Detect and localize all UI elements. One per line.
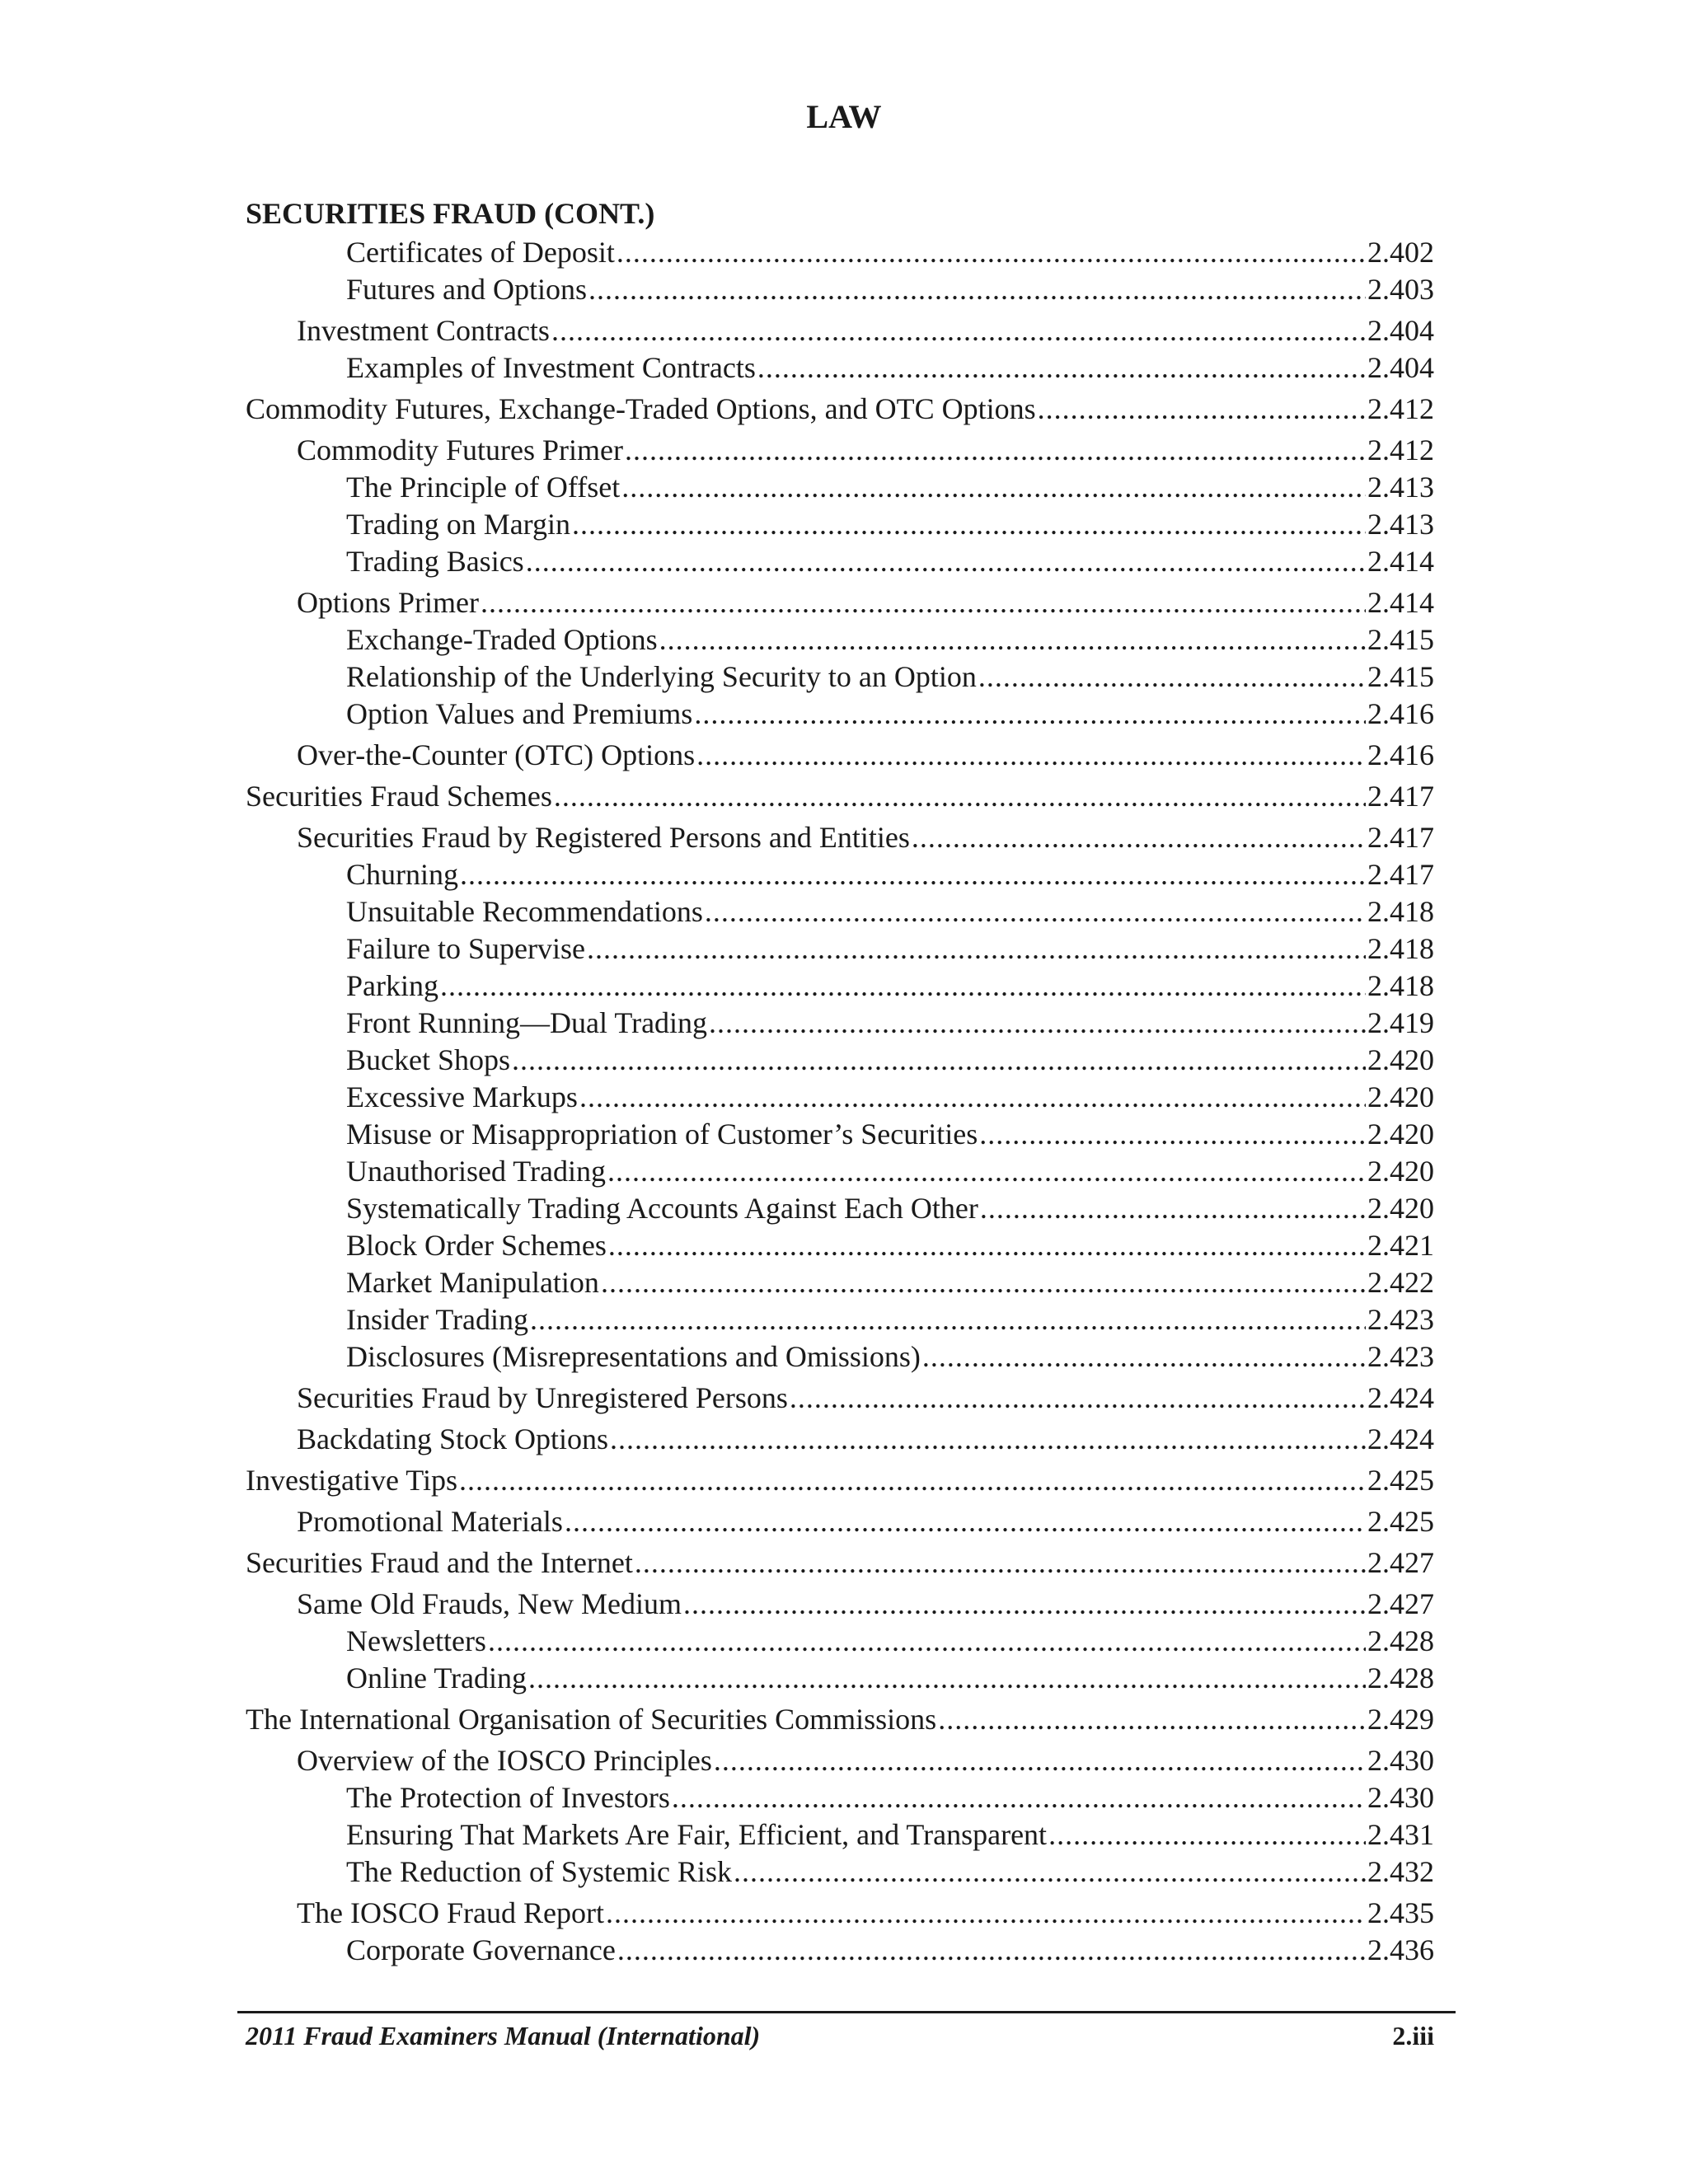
- footer-page-number: 2.iii: [1392, 2021, 1434, 2050]
- toc-entry: [246, 856, 1434, 893]
- toc-entry-page: 2.431: [1367, 1818, 1434, 1851]
- toc-entry-title: Disclosures (Misrepresentations and Omissions): [346, 1340, 921, 1373]
- toc-entry-title: The Principle of Offset: [346, 471, 621, 504]
- toc-entry-title: Overview of the IOSCO Principles: [297, 1744, 712, 1777]
- toc-entry-page: 2.425: [1367, 1464, 1434, 1497]
- toc-entry-title: Ensuring That Markets Are Fair, Efficient, and Transparent: [346, 1818, 1048, 1851]
- dot-leader: [601, 1264, 1366, 1301]
- toc-entry-title: Churning: [346, 858, 459, 891]
- toc-entry: [246, 1153, 1434, 1190]
- toc-entry-title: The Protection of Investors: [346, 1781, 670, 1814]
- toc-entry-page: 2.419: [1367, 1006, 1434, 1039]
- dot-leader: [1038, 391, 1366, 428]
- toc-entry-page: 2.404: [1367, 314, 1434, 347]
- toc-entry: [246, 1421, 1434, 1458]
- toc-entry-title: Corporate Governance: [346, 1933, 616, 1966]
- toc-entry-page: 2.417: [1367, 858, 1434, 891]
- toc-entry: [246, 737, 1434, 774]
- toc-entry: [246, 1742, 1434, 1779]
- dot-leader: [512, 1042, 1366, 1079]
- dot-leader: [572, 506, 1366, 543]
- toc-entry-page: 2.435: [1367, 1896, 1434, 1929]
- toc-entry-page: 2.414: [1367, 586, 1434, 619]
- dot-leader: [790, 1380, 1366, 1417]
- dot-leader: [635, 1544, 1366, 1582]
- toc-entry-title: Newsletters: [346, 1624, 486, 1657]
- dot-leader: [460, 856, 1366, 893]
- toc-entry: [246, 1462, 1434, 1499]
- toc-entry-page: 2.413: [1367, 471, 1434, 504]
- dot-leader: [481, 584, 1366, 621]
- toc-entry: [246, 543, 1434, 580]
- toc-entry-title: Backdating Stock Options: [297, 1422, 608, 1455]
- toc-entry-page: 2.432: [1367, 1855, 1434, 1888]
- toc-entry: [246, 1301, 1434, 1338]
- toc-entry-page: 2.415: [1367, 660, 1434, 693]
- toc-entry-title: Front Running—Dual Trading: [346, 1006, 708, 1039]
- dot-leader: [554, 778, 1366, 815]
- toc-entry-page: 2.421: [1367, 1229, 1434, 1262]
- dot-leader: [530, 1301, 1366, 1338]
- toc-entry-title: Securities Fraud and the Internet: [246, 1546, 633, 1579]
- toc-entry: [246, 1660, 1434, 1697]
- toc-entry-page: 2.417: [1367, 780, 1434, 813]
- toc-entry-page: 2.420: [1367, 1155, 1434, 1188]
- dot-leader: [659, 621, 1366, 658]
- dot-leader: [579, 1079, 1366, 1116]
- toc-entry: [246, 1544, 1434, 1582]
- toc-entry-title: Online Trading: [346, 1661, 528, 1694]
- toc-entry: [246, 584, 1434, 621]
- toc-entry-title: Exchange-Traded Options: [346, 623, 658, 656]
- toc-entry-page: 2.420: [1367, 1118, 1434, 1151]
- toc-entry: [246, 1932, 1434, 1969]
- toc-entry-page: 2.402: [1367, 236, 1434, 269]
- footer-manual-title: 2011 Fraud Examiners Manual (International): [246, 2021, 761, 2050]
- toc-entry-page: 2.428: [1367, 1661, 1434, 1694]
- toc-entry-page: 2.428: [1367, 1624, 1434, 1657]
- toc-entry-page: 2.429: [1367, 1703, 1434, 1736]
- toc-entry: [246, 696, 1434, 733]
- toc-entry-page: 2.430: [1367, 1744, 1434, 1777]
- toc-entry-page: 2.414: [1367, 545, 1434, 578]
- toc-entry-page: 2.420: [1367, 1080, 1434, 1113]
- dot-leader: [978, 658, 1366, 696]
- toc-entry-title: Bucket Shops: [346, 1043, 511, 1076]
- dot-leader: [912, 819, 1366, 856]
- toc-entry: [246, 271, 1434, 308]
- toc-entry-page: 2.403: [1367, 273, 1434, 306]
- toc-entry-title: The Reduction of Systemic Risk: [346, 1855, 732, 1888]
- toc-entry: [246, 893, 1434, 930]
- toc-entry: [246, 1005, 1434, 1042]
- toc-entry: [246, 1338, 1434, 1376]
- toc-entry-page: 2.416: [1367, 738, 1434, 771]
- dot-leader: [705, 893, 1366, 930]
- toc-entry: [246, 1586, 1434, 1623]
- toc-entry-title: Securities Fraud Schemes: [246, 780, 552, 813]
- dot-leader: [1048, 1816, 1366, 1854]
- toc-entry-page: 2.427: [1367, 1546, 1434, 1579]
- dot-leader: [980, 1190, 1366, 1227]
- toc-entry: [246, 930, 1434, 968]
- toc-entry: [246, 432, 1434, 469]
- toc-entry-title: Over-the-Counter (OTC) Options: [297, 738, 696, 771]
- toc-entry-page: 2.416: [1367, 697, 1434, 730]
- toc-entry-page: 2.415: [1367, 623, 1434, 656]
- dot-leader: [528, 1660, 1366, 1697]
- toc-entry-title: Option Values and Premiums: [346, 697, 693, 730]
- toc-entry: [246, 1264, 1434, 1301]
- toc-entry-page: 2.420: [1367, 1192, 1434, 1225]
- toc-entry-page: 2.418: [1367, 895, 1434, 928]
- dot-leader: [621, 469, 1366, 506]
- toc-entry: [246, 968, 1434, 1005]
- toc-entry-title: Futures and Options: [346, 273, 587, 306]
- toc-entry-title: Unsuitable Recommendations: [346, 895, 703, 928]
- toc-entry-title: The International Organisation of Securities Commissions: [246, 1703, 937, 1736]
- dot-leader: [979, 1116, 1366, 1153]
- dot-leader: [683, 1586, 1366, 1623]
- toc-entry: [246, 1701, 1434, 1738]
- toc-entry-title: Same Old Frauds, New Medium: [297, 1587, 682, 1620]
- toc-entry-title: Securities Fraud by Unregistered Persons: [297, 1381, 788, 1414]
- toc-entry-page: 2.423: [1367, 1340, 1434, 1373]
- dot-leader: [757, 349, 1366, 387]
- toc-entry-title: Failure to Supervise: [346, 932, 585, 965]
- toc-entry-title: Systematically Trading Accounts Against Each Other: [346, 1192, 978, 1225]
- dot-leader: [607, 1153, 1366, 1190]
- dot-leader: [587, 930, 1366, 968]
- toc-entry: [246, 1816, 1434, 1854]
- toc-entry: [246, 1854, 1434, 1891]
- toc-entry-page: 2.420: [1367, 1043, 1434, 1076]
- toc-entry-title: Commodity Futures, Exchange-Traded Options, and OTC Options: [246, 392, 1036, 425]
- dot-leader: [696, 737, 1366, 774]
- toc-entry-title: Investment Contracts: [297, 314, 550, 347]
- toc-entry: [246, 391, 1434, 428]
- toc-entry: [246, 1190, 1434, 1227]
- toc-entry-title: Trading Basics: [346, 545, 524, 578]
- dot-leader: [459, 1462, 1366, 1499]
- table-of-contents: [246, 234, 1434, 1969]
- toc-entry-page: 2.404: [1367, 351, 1434, 384]
- toc-entry-page: 2.424: [1367, 1381, 1434, 1414]
- dot-leader: [922, 1338, 1366, 1376]
- toc-entry-title: Relationship of the Underlying Security to an Option: [346, 660, 977, 693]
- toc-entry-title: Options Primer: [297, 586, 479, 619]
- toc-entry-page: 2.412: [1367, 434, 1434, 466]
- toc-entry-title: Commodity Futures Primer: [297, 434, 623, 466]
- toc-entry-title: Insider Trading: [346, 1303, 529, 1336]
- dot-leader: [551, 312, 1366, 349]
- toc-entry: [246, 312, 1434, 349]
- toc-entry-page: 2.418: [1367, 969, 1434, 1002]
- dot-leader: [938, 1701, 1366, 1738]
- toc-entry-title: Trading on Margin: [346, 508, 571, 541]
- dot-leader: [714, 1742, 1366, 1779]
- toc-entry-title: Investigative Tips: [246, 1464, 458, 1497]
- toc-entry-title: The IOSCO Fraud Report: [297, 1896, 604, 1929]
- toc-entry-title: Unauthorised Trading: [346, 1155, 606, 1188]
- toc-entry-page: 2.425: [1367, 1505, 1434, 1538]
- toc-entry-title: Misuse or Misappropriation of Customer’s Securities: [346, 1118, 978, 1151]
- toc-entry-page: 2.430: [1367, 1781, 1434, 1814]
- toc-entry: [246, 1116, 1434, 1153]
- toc-entry: [246, 506, 1434, 543]
- dot-leader: [606, 1895, 1366, 1932]
- dot-leader: [734, 1854, 1366, 1891]
- toc-entry-page: 2.436: [1367, 1933, 1434, 1966]
- toc-entry: [246, 1623, 1434, 1660]
- dot-leader: [617, 234, 1366, 271]
- toc-entry-title: Examples of Investment Contracts: [346, 351, 756, 384]
- toc-entry: [246, 658, 1434, 696]
- toc-entry-page: 2.418: [1367, 932, 1434, 965]
- toc-entry: [246, 778, 1434, 815]
- toc-entry-page: 2.424: [1367, 1422, 1434, 1455]
- dot-leader: [617, 1932, 1366, 1969]
- dot-leader: [610, 1421, 1366, 1458]
- toc-entry: [246, 234, 1434, 271]
- footer-divider: [237, 2011, 1456, 2013]
- toc-entry: [246, 819, 1434, 856]
- toc-entry: [246, 1779, 1434, 1816]
- toc-entry-page: 2.423: [1367, 1303, 1434, 1336]
- toc-entry-title: Excessive Markups: [346, 1080, 578, 1113]
- toc-entry: [246, 1380, 1434, 1417]
- dot-leader: [565, 1503, 1366, 1540]
- toc-entry-title: Market Manipulation: [346, 1266, 599, 1299]
- toc-entry-title: Parking: [346, 969, 438, 1002]
- toc-entry: [246, 1503, 1434, 1540]
- toc-entry-title: Certificates of Deposit: [346, 236, 615, 269]
- dot-leader: [440, 968, 1366, 1005]
- toc-entry: [246, 349, 1434, 387]
- toc-entry-title: Securities Fraud by Registered Persons and Entities: [297, 821, 910, 854]
- toc-entry: [246, 621, 1434, 658]
- toc-entry-page: 2.417: [1367, 821, 1434, 854]
- dot-leader: [488, 1623, 1366, 1660]
- dot-leader: [625, 432, 1366, 469]
- section-heading: SECURITIES FRAUD (CONT.): [246, 197, 655, 230]
- toc-entry-title: Promotional Materials: [297, 1505, 563, 1538]
- toc-entry: [246, 1895, 1434, 1932]
- toc-entry-page: 2.413: [1367, 508, 1434, 541]
- toc-entry: [246, 1227, 1434, 1264]
- dot-leader: [588, 271, 1366, 308]
- dot-leader: [526, 543, 1366, 580]
- dot-leader: [608, 1227, 1366, 1264]
- dot-leader: [672, 1779, 1366, 1816]
- dot-leader: [694, 696, 1366, 733]
- dot-leader: [709, 1005, 1366, 1042]
- toc-entry-title: Block Order Schemes: [346, 1229, 607, 1262]
- toc-entry-page: 2.427: [1367, 1587, 1434, 1620]
- toc-entry-page: 2.412: [1367, 392, 1434, 425]
- toc-entry-page: 2.422: [1367, 1266, 1434, 1299]
- page-title: LAW: [806, 98, 882, 135]
- toc-entry: [246, 1079, 1434, 1116]
- toc-entry: [246, 1042, 1434, 1079]
- toc-entry: [246, 469, 1434, 506]
